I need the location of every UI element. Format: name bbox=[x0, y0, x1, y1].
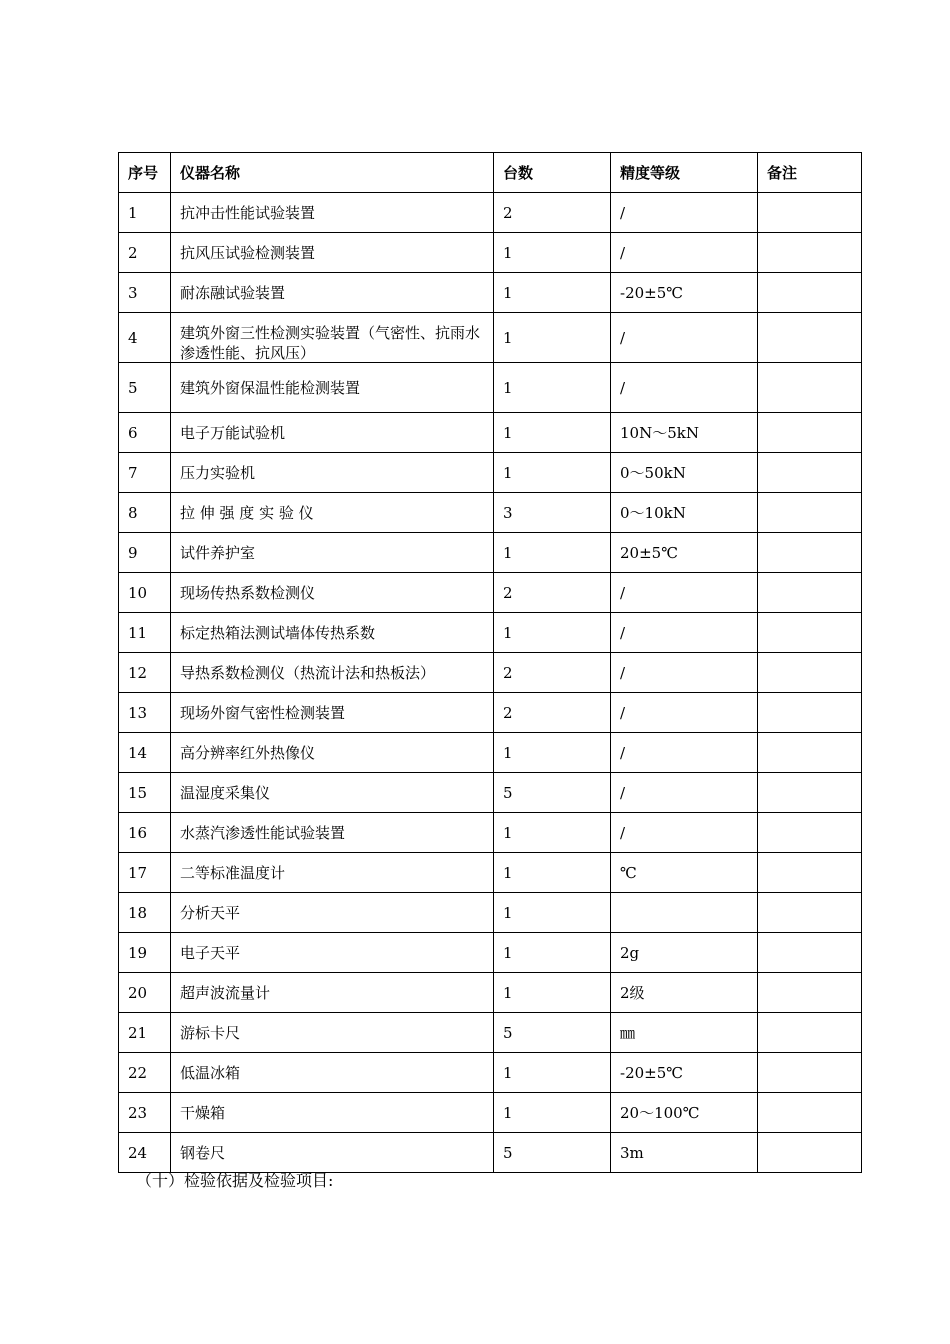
cell-instrument-name: 游标卡尺 bbox=[171, 1013, 494, 1053]
cell-quantity: 1 bbox=[494, 973, 611, 1013]
cell-precision: / bbox=[611, 693, 758, 733]
cell-index: 16 bbox=[119, 813, 171, 853]
table-row bbox=[119, 693, 862, 733]
cell-instrument-name: 拉 伸 强 度 实 验 仪 bbox=[171, 493, 494, 533]
cell-remarks bbox=[758, 233, 862, 273]
cell-remarks bbox=[758, 773, 862, 813]
cell-instrument-name-text: 建筑外窗三性检测实验装置（气密性、抗雨水渗透性能、抗风压） bbox=[180, 323, 481, 361]
cell-remarks bbox=[758, 733, 862, 773]
cell-index: 18 bbox=[119, 893, 171, 933]
cell-precision bbox=[611, 893, 758, 933]
cell-quantity: 2 bbox=[494, 573, 611, 613]
cell-instrument-name: 导热系数检测仪（热流计法和热板法） bbox=[171, 653, 494, 693]
table-body bbox=[119, 193, 862, 1173]
header-instrument-name: 仪器名称 bbox=[171, 153, 494, 193]
cell-precision: / bbox=[611, 773, 758, 813]
table-row bbox=[119, 653, 862, 693]
cell-index: 23 bbox=[119, 1093, 171, 1133]
cell-instrument-name bbox=[171, 313, 494, 363]
table-row bbox=[119, 493, 862, 533]
cell-quantity: 1 bbox=[494, 313, 611, 363]
cell-instrument-name: 电子万能试验机 bbox=[171, 413, 494, 453]
cell-remarks bbox=[758, 1093, 862, 1133]
cell-remarks bbox=[758, 813, 862, 853]
table-row bbox=[119, 1053, 862, 1093]
cell-index: 12 bbox=[119, 653, 171, 693]
cell-quantity: 1 bbox=[494, 363, 611, 413]
table-row bbox=[119, 773, 862, 813]
cell-quantity: 1 bbox=[494, 853, 611, 893]
cell-quantity: 2 bbox=[494, 653, 611, 693]
cell-precision: 3m bbox=[611, 1133, 758, 1173]
cell-precision: / bbox=[611, 613, 758, 653]
cell-instrument-name: 干燥箱 bbox=[171, 1093, 494, 1133]
cell-remarks bbox=[758, 313, 862, 363]
table-row bbox=[119, 1013, 862, 1053]
cell-instrument-name: 二等标准温度计 bbox=[171, 853, 494, 893]
cell-precision: 10N～5kN bbox=[611, 413, 758, 453]
cell-quantity: 2 bbox=[494, 693, 611, 733]
cell-precision: -20±5℃ bbox=[611, 273, 758, 313]
table-row bbox=[119, 733, 862, 773]
cell-precision: / bbox=[611, 813, 758, 853]
table-row bbox=[119, 613, 862, 653]
table-row bbox=[119, 1133, 862, 1173]
cell-remarks bbox=[758, 413, 862, 453]
cell-remarks bbox=[758, 273, 862, 313]
cell-remarks bbox=[758, 493, 862, 533]
cell-quantity: 5 bbox=[494, 1133, 611, 1173]
cell-index: 11 bbox=[119, 613, 171, 653]
cell-precision: ㎜ bbox=[611, 1013, 758, 1053]
cell-instrument-name: 超声波流量计 bbox=[171, 973, 494, 1013]
cell-precision: / bbox=[611, 313, 758, 363]
table-row bbox=[119, 893, 862, 933]
table-row bbox=[119, 573, 862, 613]
cell-index: 2 bbox=[119, 233, 171, 273]
cell-index: 24 bbox=[119, 1133, 171, 1173]
cell-precision: -20±5℃ bbox=[611, 1053, 758, 1093]
cell-quantity: 2 bbox=[494, 193, 611, 233]
cell-index: 14 bbox=[119, 733, 171, 773]
cell-remarks bbox=[758, 533, 862, 573]
cell-precision: 20～100℃ bbox=[611, 1093, 758, 1133]
cell-instrument-name: 分析天平 bbox=[171, 893, 494, 933]
table-row bbox=[119, 273, 862, 313]
cell-remarks bbox=[758, 853, 862, 893]
cell-instrument-name: 钢卷尺 bbox=[171, 1133, 494, 1173]
cell-remarks bbox=[758, 193, 862, 233]
cell-precision: ℃ bbox=[611, 853, 758, 893]
cell-instrument-name: 抗冲击性能试验装置 bbox=[171, 193, 494, 233]
table-row bbox=[119, 363, 862, 413]
cell-index: 10 bbox=[119, 573, 171, 613]
cell-precision: 0～50kN bbox=[611, 453, 758, 493]
cell-quantity: 5 bbox=[494, 773, 611, 813]
cell-remarks bbox=[758, 1013, 862, 1053]
cell-index: 4 bbox=[119, 313, 171, 363]
cell-index: 13 bbox=[119, 693, 171, 733]
cell-remarks bbox=[758, 933, 862, 973]
section-heading: （十）检验依据及检验项目: bbox=[136, 1171, 334, 1190]
cell-precision: / bbox=[611, 653, 758, 693]
cell-instrument-name: 耐冻融试验装置 bbox=[171, 273, 494, 313]
cell-instrument-name: 现场传热系数检测仪 bbox=[171, 573, 494, 613]
cell-quantity: 1 bbox=[494, 1053, 611, 1093]
table-row bbox=[119, 413, 862, 453]
cell-remarks bbox=[758, 573, 862, 613]
header-quantity: 台数 bbox=[494, 153, 611, 193]
cell-remarks bbox=[758, 1133, 862, 1173]
cell-index: 6 bbox=[119, 413, 171, 453]
table-row bbox=[119, 973, 862, 1013]
cell-quantity: 1 bbox=[494, 893, 611, 933]
cell-index: 21 bbox=[119, 1013, 171, 1053]
cell-remarks bbox=[758, 973, 862, 1013]
cell-index: 20 bbox=[119, 973, 171, 1013]
cell-quantity: 1 bbox=[494, 733, 611, 773]
table-row bbox=[119, 193, 862, 233]
cell-quantity: 1 bbox=[494, 533, 611, 573]
table-row bbox=[119, 1093, 862, 1133]
cell-index: 7 bbox=[119, 453, 171, 493]
cell-remarks bbox=[758, 613, 862, 653]
cell-precision: / bbox=[611, 733, 758, 773]
cell-precision: / bbox=[611, 233, 758, 273]
cell-precision: 0～10kN bbox=[611, 493, 758, 533]
cell-precision: 2级 bbox=[611, 973, 758, 1013]
header-precision: 精度等级 bbox=[611, 153, 758, 193]
cell-instrument-name: 抗风压试验检测装置 bbox=[171, 233, 494, 273]
cell-precision: 20±5℃ bbox=[611, 533, 758, 573]
table-row bbox=[119, 933, 862, 973]
cell-precision: / bbox=[611, 363, 758, 413]
cell-quantity: 1 bbox=[494, 933, 611, 973]
cell-instrument-name: 低温冰箱 bbox=[171, 1053, 494, 1093]
instrument-table bbox=[118, 152, 862, 1173]
cell-instrument-name: 电子天平 bbox=[171, 933, 494, 973]
cell-quantity: 1 bbox=[494, 1093, 611, 1133]
cell-instrument-name: 压力实验机 bbox=[171, 453, 494, 493]
header-remarks: 备注 bbox=[758, 153, 862, 193]
cell-instrument-name: 建筑外窗保温性能检测装置 bbox=[171, 363, 494, 413]
cell-index: 3 bbox=[119, 273, 171, 313]
cell-quantity: 1 bbox=[494, 613, 611, 653]
cell-instrument-name: 水蒸汽渗透性能试验装置 bbox=[171, 813, 494, 853]
cell-quantity: 1 bbox=[494, 453, 611, 493]
cell-precision: / bbox=[611, 193, 758, 233]
table-row bbox=[119, 533, 862, 573]
table-row bbox=[119, 853, 862, 893]
cell-instrument-name: 温湿度采集仪 bbox=[171, 773, 494, 813]
cell-remarks bbox=[758, 893, 862, 933]
cell-index: 8 bbox=[119, 493, 171, 533]
cell-quantity: 1 bbox=[494, 273, 611, 313]
cell-precision: / bbox=[611, 573, 758, 613]
cell-index: 19 bbox=[119, 933, 171, 973]
table-row bbox=[119, 233, 862, 273]
cell-quantity: 1 bbox=[494, 233, 611, 273]
cell-remarks bbox=[758, 363, 862, 413]
cell-remarks bbox=[758, 693, 862, 733]
cell-index: 5 bbox=[119, 363, 171, 413]
cell-instrument-name: 高分辨率红外热像仪 bbox=[171, 733, 494, 773]
cell-index: 22 bbox=[119, 1053, 171, 1093]
table-row bbox=[119, 313, 862, 363]
cell-index: 1 bbox=[119, 193, 171, 233]
table-header-row bbox=[119, 153, 862, 193]
header-index: 序号 bbox=[119, 153, 171, 193]
cell-precision: 2g bbox=[611, 933, 758, 973]
cell-index: 9 bbox=[119, 533, 171, 573]
cell-quantity: 1 bbox=[494, 413, 611, 453]
cell-instrument-name: 现场外窗气密性检测装置 bbox=[171, 693, 494, 733]
cell-instrument-name: 试件养护室 bbox=[171, 533, 494, 573]
cell-index: 15 bbox=[119, 773, 171, 813]
table-row bbox=[119, 813, 862, 853]
cell-quantity: 1 bbox=[494, 813, 611, 853]
cell-remarks bbox=[758, 1053, 862, 1093]
table-row bbox=[119, 453, 862, 493]
cell-remarks bbox=[758, 653, 862, 693]
cell-instrument-name: 标定热箱法测试墙体传热系数 bbox=[171, 613, 494, 653]
cell-quantity: 3 bbox=[494, 493, 611, 533]
cell-quantity: 5 bbox=[494, 1013, 611, 1053]
cell-index: 17 bbox=[119, 853, 171, 893]
cell-remarks bbox=[758, 453, 862, 493]
